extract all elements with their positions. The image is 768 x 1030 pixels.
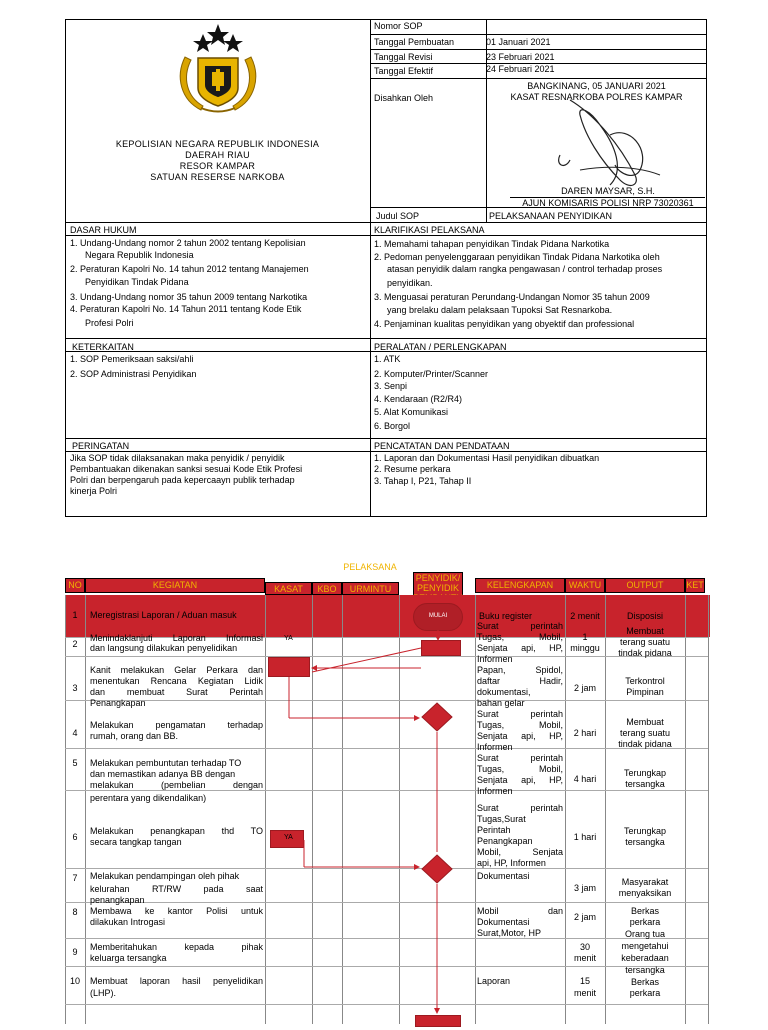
row9-out-3: keberadaan — [621, 953, 669, 963]
pencatatan-item: 1. Laporan dan Dokumentasi Hasil penyidikan dibuatkan — [374, 453, 600, 463]
row6-kegiatan-2: secara tangkap tangan — [90, 837, 182, 847]
row4-kegiatan-2: rumah, orang dan BB. — [90, 731, 179, 741]
row2-out-1: Membuat — [626, 626, 664, 636]
row6-out-1: Terungkap — [623, 826, 667, 836]
dasar-hukum-item: 3. Undang-Undang nomor 35 tahun 2009 tentang Narkotika — [70, 292, 308, 302]
row4-kegiatan-1: Melakukan pengamatan terhadap — [90, 720, 263, 730]
row4-kel-3: Senjata api, HP, — [477, 731, 563, 741]
row6-kel-3: Perintah — [477, 825, 511, 835]
peralatan-item: 4. Kendaraan (R2/R4) — [374, 394, 463, 404]
header-no: NO — [68, 580, 82, 590]
row7-no: 7 — [72, 873, 78, 883]
row2-waktu-2: minggu — [570, 643, 600, 653]
klarifikasi-item: yang brelaku dalam pelaksaan Tupoksi Sat Resnarkoba. — [387, 305, 613, 315]
row10-kel-1: Laporan — [477, 976, 511, 986]
approval-label: Disahkan Oleh — [374, 93, 434, 103]
row5-kegiatan-4: perentara yang dikendalikan) — [90, 793, 207, 803]
peralatan-item: 3. Senpi — [374, 381, 408, 391]
klarifikasi-item: atasan penyidik dalam rangka pengawasan / control terhadap proses — [387, 264, 663, 274]
header-kasat: KASAT — [274, 584, 303, 594]
row5-kegiatan-1: Melakukan pembuntutan terhadap TO — [90, 758, 242, 768]
klarifikasi-item: 4. Penjaminan kualitas penyidikan yang obyektif dan professional — [374, 319, 635, 329]
row1-kegiatan: Meregistrasi Laporan / Aduan masuk — [90, 610, 237, 620]
meta-label-nomor: Nomor SOP — [374, 21, 423, 31]
peralatan-title: PERALATAN / PERLENGKAPAN — [374, 342, 507, 352]
peringatan-line: Jika SOP tidak dilaksanakan maka penyidik / penyidik — [70, 453, 285, 463]
klarifikasi-item: 1. Memahami tahapan penyidikan Tindak Pidana Narkotika — [374, 239, 610, 249]
row8-kegiatan-2: dilakukan Introgasi — [90, 917, 166, 927]
row9-kegiatan-2: keluarga tersangka — [90, 953, 167, 963]
row8-kel-1: Mobil dan — [477, 906, 563, 916]
row2-kel-1: Surat perintah — [477, 621, 563, 631]
row5-out-2: tersangka — [625, 779, 665, 789]
row4-no: 4 — [72, 728, 78, 738]
keterkaitan-item: 1. SOP Pemeriksaan saksi/ahli — [70, 354, 194, 364]
row4-out-2: terang suatu — [619, 728, 671, 738]
row3-kel-4: bahan gelar — [477, 698, 525, 708]
header-penyidik-2: PENYIDIK — [416, 583, 459, 593]
row5-no: 5 — [72, 758, 78, 768]
row6-kel-5: Mobil, Senjata — [477, 847, 563, 857]
row3-kegiatan-3: dan membuat Surat Perintah — [90, 687, 263, 697]
row6-kel-4: Penangkapan — [477, 836, 533, 846]
approval-place-date: BANGKINANG, 05 JANUARI 2021 — [527, 81, 666, 91]
header-penyidik-1: PENYIDIK/ — [415, 573, 461, 583]
pencatatan-item: 2. Resume perkara — [374, 464, 451, 474]
org-line-2: DAERAH RIAU — [185, 150, 250, 160]
row7-waktu: 3 jam — [573, 883, 596, 893]
dasar-hukum-item: Penyidikan Tindak Pidana — [85, 277, 189, 287]
row7-kegiatan-3: penangkapan — [90, 895, 145, 905]
row6-out-2: tersangka — [625, 837, 665, 847]
org-line-1: KEPOLISIAN NEGARA REPUBLIK INDONESIA — [115, 139, 320, 149]
row10-waktu-1: 15 — [579, 976, 590, 986]
row9-out-4: tersangka — [625, 965, 665, 975]
approval-name: DAREN MAYSAR, S.H. — [561, 186, 655, 196]
peringatan-title: PERINGATAN — [72, 441, 130, 451]
meta-label-efektif: Tanggal Efektif — [374, 66, 434, 76]
dasar-hukum-item: 4. Peraturan Kapolri No. 14 Tahun 2011 tentang Kode Etik — [70, 304, 302, 314]
row10-out-1: Berkas — [630, 977, 659, 987]
row2-waktu-1: 1 — [582, 632, 588, 642]
row8-no: 8 — [72, 907, 78, 917]
row10-out-2: perkara — [629, 988, 661, 998]
row3-kel-2: daftar Hadir, — [477, 676, 563, 686]
dasar-hukum-item: 2. Peraturan Kapolri No. 14 tahun 2012 tentang Manajemen — [70, 264, 309, 274]
row7-kegiatan-2: kelurahan RT/RW pada saat — [90, 884, 263, 894]
klarifikasi-item: 2. Pedoman penyelenggaraan penyidikan Tindak Pidana Narkotika oleh — [374, 252, 660, 262]
dasar-hukum-item: Negara Republik Indonesia — [85, 250, 194, 260]
meta-value-revisi: 23 Februari 2021 — [486, 52, 555, 62]
row4-out-1: Membuat — [626, 717, 664, 727]
signature — [540, 95, 680, 195]
row7-out-2: menyaksikan — [618, 888, 672, 898]
org-line-4: SATUAN RESERSE NARKOBA — [150, 172, 285, 182]
peralatan-item: 2. Komputer/Printer/Scanner — [374, 369, 489, 379]
row4-kel-1: Surat perintah — [477, 709, 563, 719]
row5-kel-4: Informen — [477, 786, 513, 796]
header-ket: KET — [686, 580, 704, 590]
row2-kegiatan-2: dan langsung dilakukan penyelidikan — [90, 643, 238, 653]
header-output: OUTPUT — [626, 580, 664, 590]
meta-label-revisi: Tanggal Revisi — [374, 52, 433, 62]
peralatan-item: 1. ATK — [374, 354, 401, 364]
row3-no: 3 — [72, 683, 78, 693]
row5-kel-1: Surat perintah — [477, 753, 563, 763]
meta-label-pembuatan: Tanggal Pembuatan — [374, 37, 455, 47]
row3-kel-1: Papan, Spidol, — [477, 665, 563, 675]
row1-no: 1 — [72, 610, 78, 620]
klarifikasi-item: 3. Menguasai peraturan Perundang-Undangan Nomor 35 tahun 2009 — [374, 292, 650, 302]
org-name — [66, 139, 369, 183]
row6-kel-1: Surat perintah — [477, 803, 563, 813]
row3-out-1: Terkontrol — [625, 676, 665, 686]
row2-kel-2: Tugas, Mobil, — [477, 632, 563, 642]
peringatan-line: kinerja Polri — [70, 486, 118, 496]
row2-out-3: tindak pidana — [618, 648, 672, 658]
header-waktu: WAKTU — [568, 580, 602, 590]
approval-rank: AJUN KOMISARIS POLISI NRP 73020361 — [522, 198, 694, 208]
row1-output: Disposisi — [626, 611, 663, 621]
peringatan-line: Polri dan berpengaruh pada kepercaayn publik terhadap — [70, 475, 295, 485]
row5-kel-3: Senjata api, HP, — [477, 775, 563, 785]
row1-kelengkapan: Buku register — [479, 611, 533, 621]
row4-waktu: 2 hari — [573, 728, 597, 738]
pencatatan-title: PENCATATAN DAN PENDATAAN — [374, 441, 510, 451]
row9-waktu-2: menit — [573, 953, 596, 963]
row6-waktu: 1 hari — [573, 832, 597, 842]
row5-out-1: Terungkap — [623, 768, 667, 778]
row10-kegiatan-2: (LHP). — [90, 988, 117, 998]
row2-out-2: terang suatu — [619, 637, 671, 647]
row9-out-2: mengetahui — [621, 941, 669, 951]
klarifikasi-title: KLARIFIKASI PELAKSANA — [374, 225, 485, 235]
row8-out-2: perkara — [629, 917, 661, 927]
approval-position: KASAT RESNARKOBA POLRES KAMPAR — [510, 92, 683, 102]
police-emblem-logo — [163, 22, 273, 117]
row6-kel-6: api, HP, Informen — [477, 858, 546, 868]
peralatan-item: 6. Borgol — [374, 421, 411, 431]
keterkaitan-title: KETERKAITAN — [72, 342, 134, 352]
header-pelaksana: PELAKSANA — [343, 562, 397, 572]
row3-out-2: Pimpinan — [626, 687, 664, 697]
meta-value-efektif: 24 Februari 2021 — [486, 64, 555, 74]
row5-kel-2: Tugas, Mobil, — [477, 764, 563, 774]
title-value: PELAKSANAAN PENYIDIKAN — [489, 211, 613, 221]
flow-connectors — [260, 630, 460, 1030]
dasar-hukum-title: DASAR HUKUM — [70, 225, 137, 235]
row3-waktu: 2 jam — [573, 683, 596, 693]
peringatan-line: Pembantuakan dikenakan sanksi sesuai Kode Etik Profesi — [70, 464, 303, 474]
row5-waktu: 4 hari — [573, 774, 597, 784]
row8-waktu: 2 jam — [573, 912, 596, 922]
row4-kel-4: Informen — [477, 742, 513, 752]
row4-out-3: tindak pidana — [618, 739, 672, 749]
row8-kel-3: Surat,Motor, HP — [477, 928, 542, 938]
header-kelengkapan: KELENGKAPAN — [486, 580, 554, 590]
row9-no: 9 — [72, 947, 78, 957]
row6-kel-2: Tugas,Surat — [477, 814, 526, 824]
row7-out-1: Masyarakat — [621, 877, 669, 887]
row7-kegiatan-1: Melakukan pendampingan oleh pihak — [90, 871, 240, 881]
header-kbo: KBO — [317, 584, 337, 594]
row3-kegiatan-2: menentukan Rencana Kegiatan Lidik — [90, 676, 263, 686]
row2-kel-3: Senjata api, HP, — [477, 643, 563, 653]
header-kegiatan: KEGIATAN — [152, 580, 198, 590]
row5-kegiatan-3: melakukan (pembelian dengan — [90, 780, 263, 790]
keterkaitan-item: 2. SOP Administrasi Penyidikan — [70, 369, 197, 379]
row3-kegiatan-1: Kanit melakukan Gelar Perkara dan — [90, 665, 263, 675]
row10-waktu-2: menit — [573, 988, 596, 998]
row1-waktu: 2 menit — [570, 611, 600, 621]
row8-kegiatan-1: Membawa ke kantor Polisi untuk — [90, 906, 263, 916]
row7-kel-1: Dokumentasi — [477, 871, 530, 881]
row2-ya: YA — [284, 635, 293, 642]
pencatatan-item: 3. Tahap I, P21, Tahap II — [374, 476, 472, 486]
header-urmintu: URMINTU — [349, 584, 392, 594]
klarifikasi-item: penyidikan. — [387, 278, 433, 288]
title-label: Judul SOP — [376, 211, 420, 221]
flow-start-label: MULAI — [428, 613, 448, 619]
peralatan-item: 5. Alat Komunikasi — [374, 407, 449, 417]
row10-no: 10 — [69, 976, 80, 986]
dasar-hukum-item: 1. Undang-Undang nomor 2 tahun 2002 tentang Kepolisian — [70, 238, 306, 248]
row5-kegiatan-2: dan memastikan adanya BB dengan — [90, 769, 236, 779]
row9-out-1: Orang tua — [624, 929, 666, 939]
row2-no: 2 — [72, 639, 78, 649]
row8-kel-2: Dokumentasi — [477, 917, 530, 927]
org-line-3: RESOR KAMPAR — [179, 161, 256, 171]
row4-kel-2: Tugas, Mobil, — [477, 720, 563, 730]
row2-kel-4: Informen — [477, 654, 513, 664]
row6-no: 6 — [72, 832, 78, 842]
row2-kegiatan-1: Menindaklanjuti Laporan Informasi — [90, 633, 263, 643]
row9-kegiatan-1: Memberitahukan kepada pihak — [90, 942, 263, 952]
row3-kel-3: dokumentasi, — [477, 687, 531, 697]
dasar-hukum-item: Profesi Polri — [85, 318, 134, 328]
row8-out-1: Berkas — [630, 906, 659, 916]
row10-kegiatan-1: Membuat laporan hasil penyelidikan — [90, 976, 263, 986]
row3-kegiatan-4: Penangkapan — [90, 698, 146, 708]
meta-value-pembuatan: 01 Januari 2021 — [486, 37, 551, 47]
row9-waktu-1: 30 — [579, 942, 590, 952]
row6-kegiatan-1: Melakukan penangkapan thd TO — [90, 826, 263, 836]
row6-ya: YA — [284, 834, 293, 841]
